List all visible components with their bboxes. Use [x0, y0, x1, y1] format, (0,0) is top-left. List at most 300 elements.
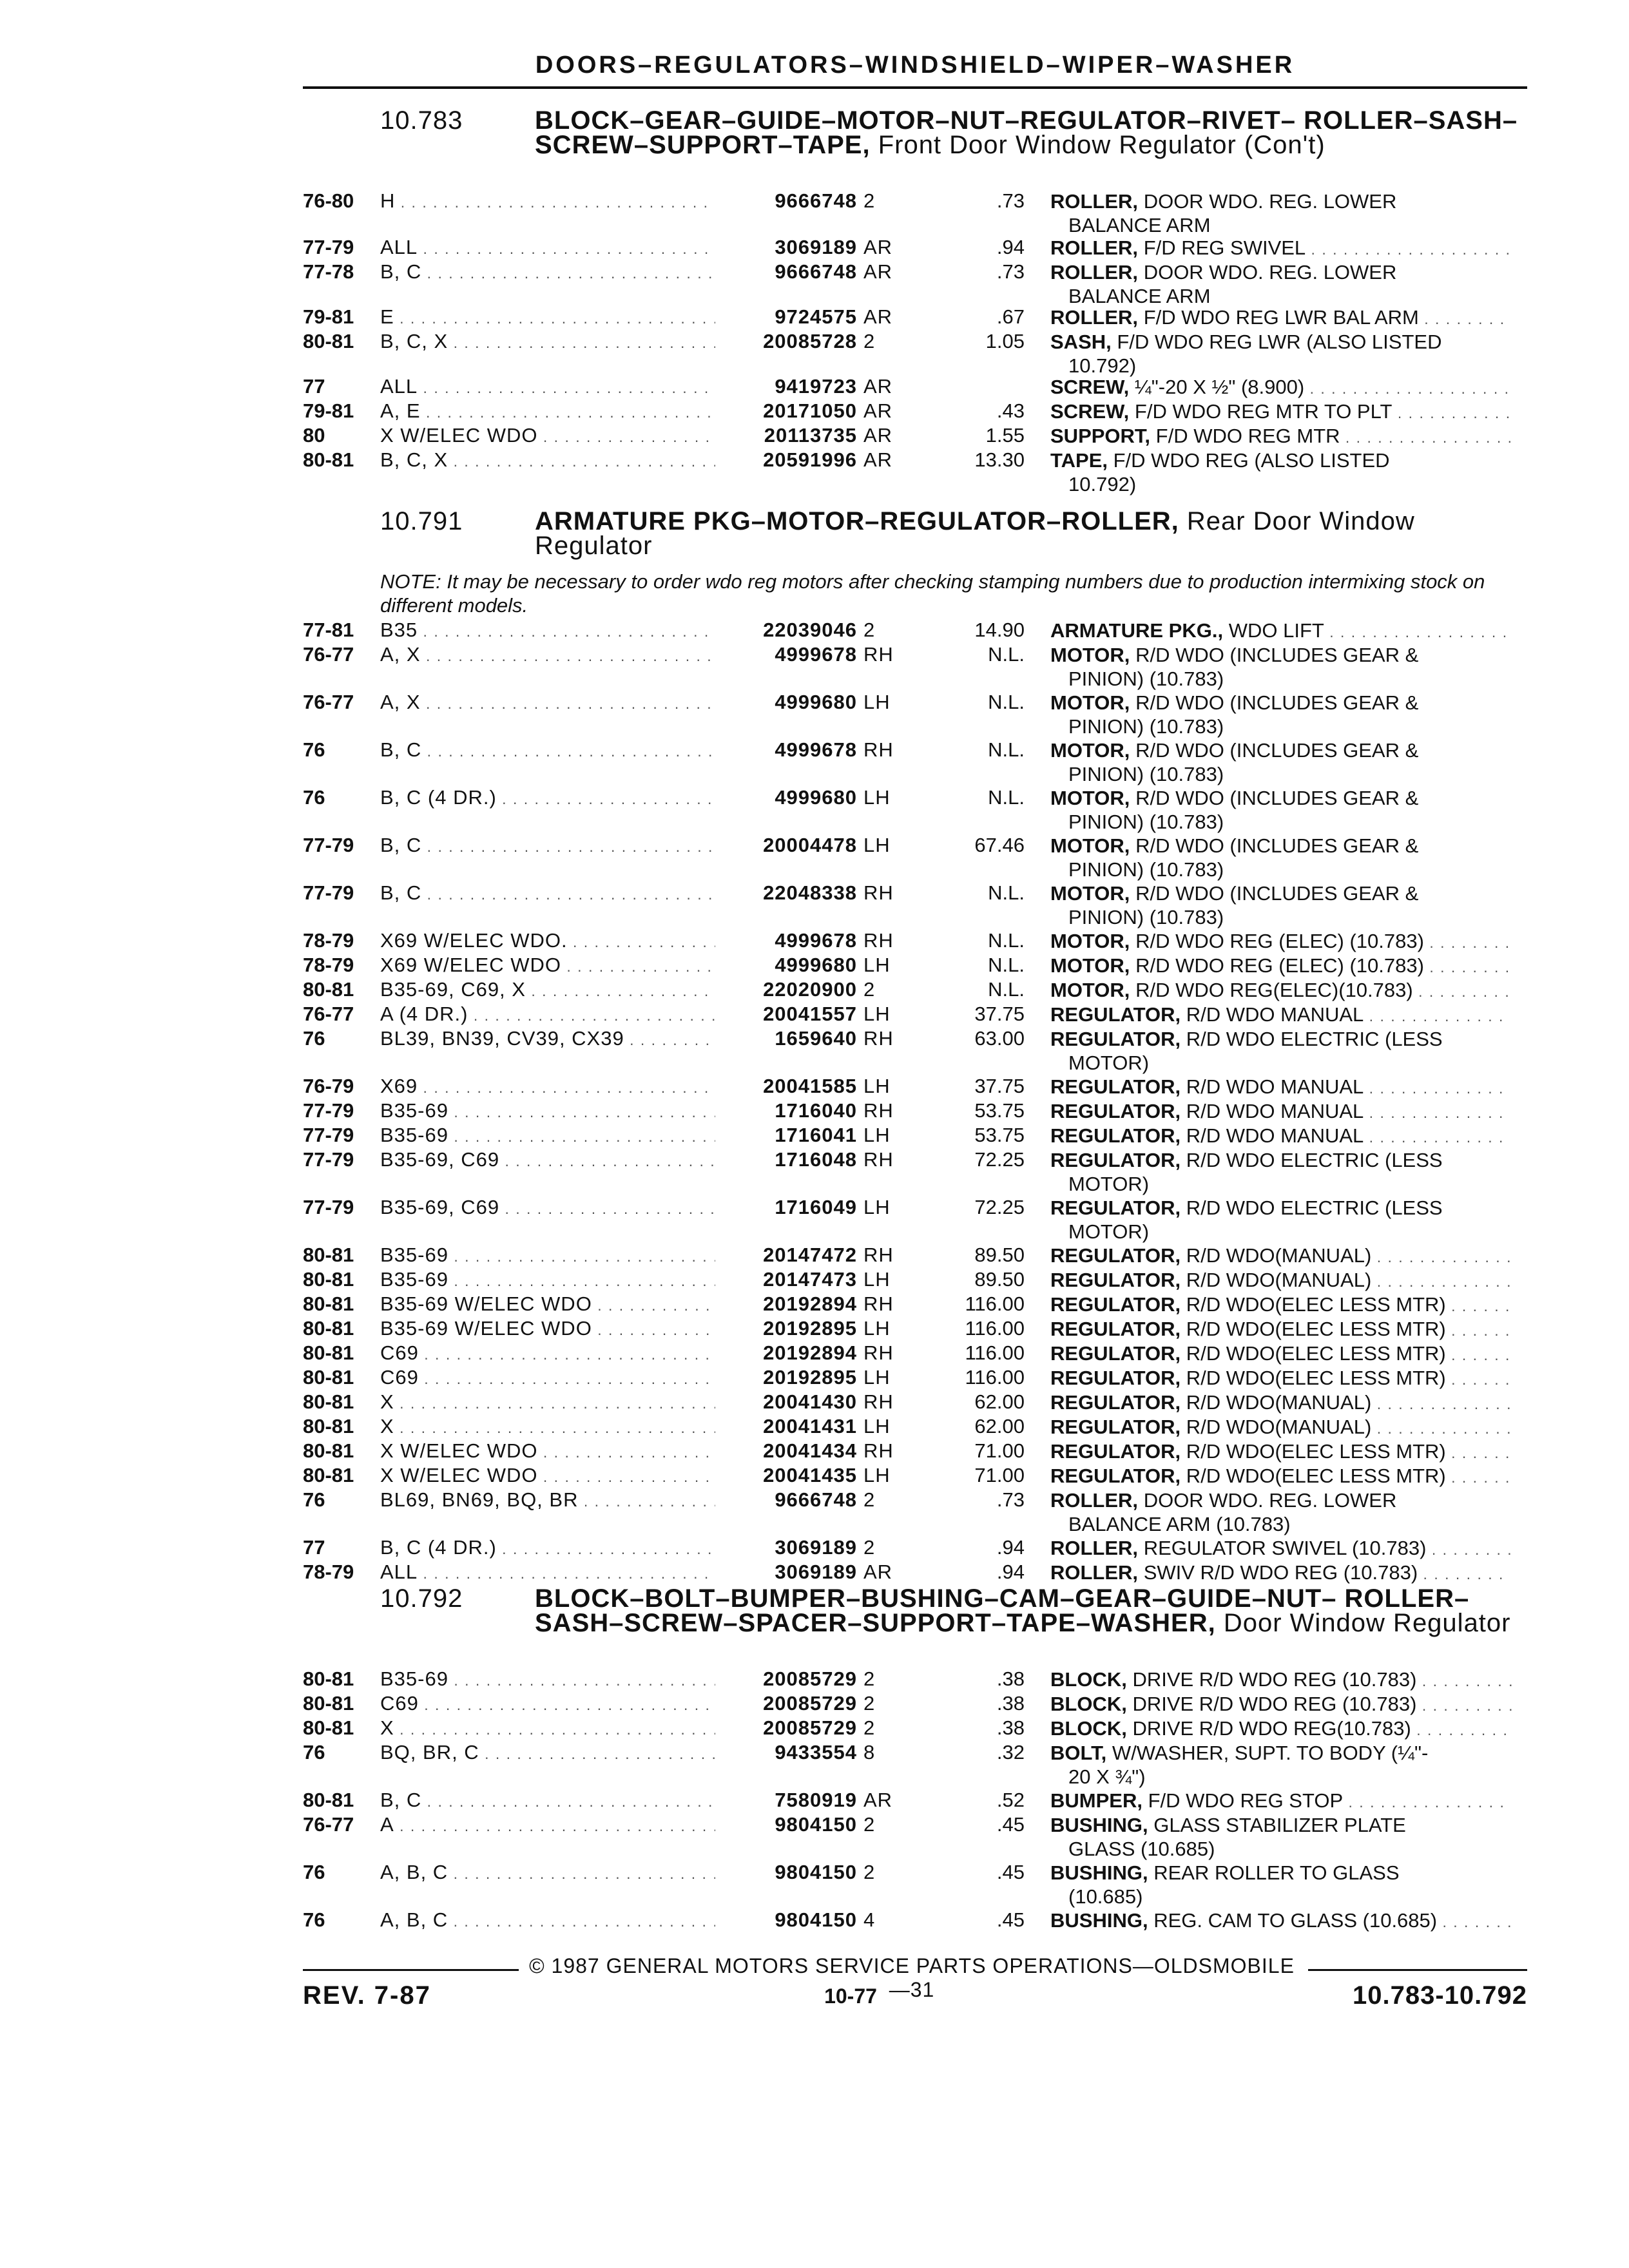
- quantity: RH: [863, 881, 894, 904]
- part-number: 4999678: [775, 929, 857, 952]
- description-continuation: PINION) (10.783): [1068, 715, 1224, 738]
- description-text: R/D WDO REG (ELEC) (10.783): [1135, 954, 1424, 977]
- part-row: [0, 881, 1629, 928]
- description-continuation: 20 X ¾"): [1068, 1765, 1146, 1788]
- part-number: 9804150: [775, 1908, 857, 1931]
- model-years: 80-81: [303, 1341, 354, 1364]
- price: .38: [996, 1667, 1025, 1690]
- quantity: RH: [863, 1293, 894, 1315]
- models: A, X . . .: [380, 643, 715, 666]
- description: [1050, 375, 1514, 399]
- description-name: REGULATOR,: [1050, 1318, 1181, 1340]
- models: B35-69 . . .: [380, 1099, 715, 1122]
- description-name: REGULATOR,: [1050, 1003, 1181, 1026]
- part-number: 20192895: [763, 1317, 857, 1340]
- part-number: 4999680: [775, 786, 857, 809]
- model-years: 79-81: [303, 399, 354, 422]
- description-text: DOOR WDO. REG. LOWER: [1143, 190, 1397, 213]
- models: B, C . . .: [380, 738, 715, 762]
- part-number: 20192894: [763, 1341, 857, 1364]
- description: [1050, 786, 1514, 834]
- price: 116.00: [965, 1366, 1025, 1389]
- quantity: AR: [863, 1789, 893, 1811]
- description-text: R/D WDO(MANUAL): [1186, 1244, 1372, 1267]
- section-header: [380, 108, 1540, 182]
- models: B35-69, C69 . . .: [380, 1196, 715, 1219]
- description-text: WDO LIFT: [1228, 619, 1324, 642]
- models: X . . .: [380, 1716, 715, 1740]
- part-row: [0, 1148, 1629, 1195]
- model-years: 80-81: [303, 1293, 354, 1315]
- description-text: R/D WDO(ELEC LESS MTR): [1186, 1367, 1446, 1389]
- model-years: 80-81: [303, 1464, 354, 1486]
- model-years: 76: [303, 786, 325, 809]
- description-text: R/D WDO (INCLUDES GEAR &: [1135, 644, 1419, 666]
- model-years: 80-81: [303, 1390, 354, 1413]
- description: [1050, 1789, 1514, 1812]
- description-continuation: BALANCE ARM (10.783): [1068, 1513, 1291, 1535]
- model-years: 77: [303, 375, 325, 398]
- model-years: 77-79: [303, 1196, 354, 1218]
- description-name: MOTOR,: [1050, 739, 1130, 762]
- model-years: 80-81: [303, 1716, 354, 1739]
- part-number: 7580919: [775, 1789, 857, 1811]
- model-years: 76-77: [303, 1003, 354, 1025]
- price: N.L.: [988, 954, 1025, 976]
- description-text: R/D WDO MANUAL: [1186, 1003, 1364, 1026]
- description-text: R/D WDO(ELEC LESS MTR): [1186, 1440, 1446, 1463]
- description: [1050, 260, 1514, 308]
- description-text: F/D WDO REG MTR: [1155, 425, 1340, 447]
- description-continuation: PINION) (10.783): [1068, 811, 1224, 833]
- description-text: R/D WDO MANUAL: [1186, 1100, 1364, 1122]
- description-name: MOTOR,: [1050, 787, 1130, 809]
- description-text: R/D WDO MANUAL: [1186, 1124, 1364, 1147]
- description-name: REGULATOR,: [1050, 1440, 1181, 1463]
- part-number: 1716040: [775, 1099, 857, 1122]
- models: X W/ELEC WDO . . .: [380, 1464, 715, 1487]
- part-row: [0, 260, 1629, 307]
- description-name: ROLLER,: [1050, 1561, 1139, 1584]
- quantity: 8: [863, 1741, 876, 1763]
- price: 14.90: [974, 619, 1025, 641]
- model-years: 77-78: [303, 260, 354, 283]
- description-name: ROLLER,: [1050, 1489, 1139, 1512]
- price: 72.25: [974, 1148, 1025, 1171]
- models: B, C . . .: [380, 881, 715, 905]
- description: [1050, 1667, 1514, 1691]
- price: .94: [996, 236, 1025, 258]
- description-name: SCREW,: [1050, 376, 1130, 398]
- models: B, C (4 DR.) . . .: [380, 786, 715, 809]
- description-text: R/D WDO (INCLUDES GEAR &: [1135, 739, 1419, 762]
- price: .38: [996, 1716, 1025, 1739]
- description-text: REG. CAM TO GLASS (10.685): [1153, 1909, 1438, 1932]
- models: ALL . . .: [380, 236, 715, 259]
- quantity: 2: [863, 1692, 876, 1715]
- title-rule: [303, 86, 1527, 89]
- description-text: F/D WDO REG MTR TO PLT: [1134, 400, 1393, 423]
- quantity: AR: [863, 260, 893, 283]
- model-years: 80-81: [303, 1789, 354, 1811]
- model-years: 77-79: [303, 236, 354, 258]
- models: BQ, BR, C . . .: [380, 1741, 715, 1764]
- price: .45: [996, 1813, 1025, 1836]
- description-text: R/D WDO REG(ELEC)(10.783): [1135, 979, 1413, 1001]
- models: B35-69 . . .: [380, 1268, 715, 1291]
- footer-copyright: © 1987 GENERAL MOTORS SERVICE PARTS OPERATIONS—OLDSMOBILE—31: [529, 1954, 1295, 2001]
- models: B35-69 . . .: [380, 1244, 715, 1267]
- description-continuation: PINION) (10.783): [1068, 763, 1224, 785]
- description-name: TAPE,: [1050, 449, 1108, 472]
- description: [1050, 1341, 1514, 1365]
- model-years: 80-81: [303, 1244, 354, 1266]
- part-number: 3069189: [775, 1561, 857, 1583]
- part-number: 22039046: [763, 619, 857, 641]
- price: .94: [996, 1536, 1025, 1559]
- models: B, C, X . . .: [380, 448, 715, 472]
- footer-rule-left: [303, 1969, 519, 1971]
- quantity: RH: [863, 643, 894, 666]
- models: BL69, BN69, BQ, BR . . .: [380, 1488, 715, 1512]
- section-title-main: ARMATURE PKG–MOTOR–REGULATOR–ROLLER,: [535, 507, 1179, 535]
- description-name: MOTOR,: [1050, 954, 1130, 977]
- description: [1050, 1196, 1514, 1244]
- model-years: 77: [303, 1536, 325, 1559]
- description: [1050, 1027, 1514, 1075]
- footer-revision: REV. 7-87: [303, 1981, 431, 2010]
- part-row: [0, 1908, 1629, 1955]
- description-name: SUPPORT,: [1050, 425, 1151, 447]
- description: [1050, 1439, 1514, 1463]
- models: C69 . . .: [380, 1366, 715, 1389]
- quantity: AR: [863, 448, 893, 471]
- description: [1050, 1692, 1514, 1716]
- models: A, B, C . . .: [380, 1861, 715, 1884]
- models: X69 . . .: [380, 1075, 715, 1098]
- description: [1050, 1861, 1514, 1908]
- description-name: BOLT,: [1050, 1742, 1107, 1764]
- description: [1050, 1415, 1514, 1439]
- quantity: RH: [863, 1341, 894, 1364]
- description-text: R/D WDO(MANUAL): [1186, 1391, 1372, 1414]
- part-number: 1659640: [775, 1027, 857, 1050]
- part-number: 1716048: [775, 1148, 857, 1171]
- description-name: REGULATOR,: [1050, 1124, 1181, 1147]
- quantity: 2: [863, 1716, 876, 1739]
- part-number: 4999678: [775, 738, 857, 761]
- model-years: 76: [303, 1741, 325, 1763]
- model-years: 80-81: [303, 1268, 354, 1291]
- quantity: AR: [863, 399, 893, 422]
- description: [1050, 1464, 1514, 1488]
- price: 37.75: [974, 1075, 1025, 1097]
- description: [1050, 330, 1514, 378]
- description-name: MOTOR,: [1050, 979, 1130, 1001]
- description: [1050, 236, 1514, 260]
- part-number: 20085729: [763, 1667, 857, 1690]
- description-text: W/WASHER, SUPT. TO BODY (¼"-: [1112, 1742, 1429, 1764]
- description: [1050, 448, 1514, 496]
- models: A (4 DR.) . . .: [380, 1003, 715, 1026]
- price: 62.00: [974, 1415, 1025, 1437]
- part-row: [0, 1027, 1629, 1073]
- model-years: 77-79: [303, 1099, 354, 1122]
- part-row: [0, 691, 1629, 737]
- part-number: 20113735: [764, 424, 857, 447]
- model-years: 76: [303, 1861, 325, 1883]
- models: B35-69 W/ELEC WDO . . .: [380, 1293, 715, 1316]
- price: 116.00: [965, 1293, 1025, 1315]
- part-number: 20085729: [763, 1716, 857, 1739]
- description-text: GLASS STABILIZER PLATE: [1153, 1814, 1406, 1836]
- part-number: 20041430: [763, 1390, 857, 1413]
- description: [1050, 1741, 1514, 1789]
- part-row: [0, 738, 1629, 785]
- price: .73: [996, 189, 1025, 212]
- description-text: R/D WDO(MANUAL): [1186, 1416, 1372, 1438]
- description-text: DOOR WDO. REG. LOWER: [1143, 261, 1397, 284]
- description: [1050, 1716, 1514, 1740]
- quantity: LH: [863, 1003, 891, 1025]
- section-title-main: BLOCK–BOLT–BUMPER–BUSHING–CAM–GEAR–GUIDE–NUT– ROLLER–SASH–SCREW–SPACER–SUPPORT–TAPE–WASHER,: [535, 1584, 1470, 1637]
- quantity: 2: [863, 1813, 876, 1836]
- description-name: REGULATOR,: [1050, 1416, 1181, 1438]
- models: B35 . . .: [380, 619, 715, 642]
- description: [1050, 1244, 1514, 1267]
- part-row: [0, 1813, 1629, 1860]
- part-number: 22020900: [763, 978, 857, 1001]
- quantity: AR: [863, 424, 893, 447]
- models: X69 W/ELEC WDO. . . .: [380, 929, 715, 952]
- part-number: 20041435: [763, 1464, 857, 1486]
- description: [1050, 691, 1514, 738]
- description-text: DOOR WDO. REG. LOWER: [1143, 1489, 1397, 1512]
- part-number: 22048338: [763, 881, 857, 904]
- description-name: MOTOR,: [1050, 834, 1130, 857]
- description-name: REGULATOR,: [1050, 1342, 1181, 1365]
- section-subtitle: Rear Door Window Regulator: [535, 507, 1415, 560]
- price: 1.05: [985, 330, 1025, 352]
- models: B, C . . .: [380, 834, 715, 857]
- price: N.L.: [988, 978, 1025, 1001]
- description: [1050, 1488, 1514, 1536]
- description-continuation: (10.685): [1068, 1885, 1143, 1908]
- description: [1050, 643, 1514, 691]
- model-years: 76-77: [303, 691, 354, 713]
- price: 67.46: [974, 834, 1025, 856]
- model-years: 77-79: [303, 881, 354, 904]
- description: [1050, 881, 1514, 929]
- model-years: 77-79: [303, 1148, 354, 1171]
- model-years: 80-81: [303, 1366, 354, 1389]
- model-years: 80-81: [303, 1439, 354, 1462]
- quantity: RH: [863, 1027, 894, 1050]
- price: 53.75: [974, 1124, 1025, 1146]
- part-number: 1716041: [775, 1124, 857, 1146]
- price: N.L.: [988, 738, 1025, 761]
- models: B35-69 W/ELEC WDO . . .: [380, 1317, 715, 1340]
- quantity: 2: [863, 619, 876, 641]
- description-text: R/D WDO (INCLUDES GEAR &: [1135, 834, 1419, 857]
- price: N.L.: [988, 691, 1025, 713]
- description-continuation: PINION) (10.783): [1068, 858, 1224, 881]
- description-name: REGULATOR,: [1050, 1465, 1181, 1487]
- price: .38: [996, 1692, 1025, 1715]
- part-number: 20147472: [763, 1244, 857, 1266]
- footer-section-range: 10.783-10.792: [1352, 1981, 1527, 2010]
- models: X . . .: [380, 1415, 715, 1438]
- price: .67: [996, 305, 1025, 328]
- models: C69 . . .: [380, 1692, 715, 1715]
- part-number: 20192894: [763, 1293, 857, 1315]
- models: B35-69 . . .: [380, 1667, 715, 1691]
- quantity: 2: [863, 1536, 876, 1559]
- quantity: RH: [863, 929, 894, 952]
- part-number: 9666748: [775, 260, 857, 283]
- part-number: 20085729: [763, 1692, 857, 1715]
- description-name: ROLLER,: [1050, 190, 1139, 213]
- section-number: 10.791: [380, 507, 463, 535]
- quantity: 2: [863, 330, 876, 352]
- model-years: 76: [303, 1908, 325, 1931]
- part-number: 20004478: [763, 834, 857, 856]
- description-text: R/D WDO(ELEC LESS MTR): [1186, 1293, 1446, 1316]
- description-name: MOTOR,: [1050, 644, 1130, 666]
- price: .45: [996, 1861, 1025, 1883]
- model-years: 78-79: [303, 954, 354, 976]
- section-subtitle: Door Window Regulator: [1223, 1609, 1511, 1637]
- quantity: RH: [863, 1099, 894, 1122]
- models: ALL . . .: [380, 375, 715, 398]
- model-years: 79-81: [303, 305, 354, 328]
- price: .73: [996, 1488, 1025, 1511]
- quantity: AR: [863, 236, 893, 258]
- footer-page-number: 10-77: [824, 1984, 877, 2008]
- part-row: [0, 448, 1629, 495]
- models: X69 W/ELEC WDO . . .: [380, 954, 715, 977]
- price: 116.00: [965, 1341, 1025, 1364]
- description-name: MOTOR,: [1050, 930, 1130, 952]
- quantity: LH: [863, 1464, 891, 1486]
- price: 116.00: [965, 1317, 1025, 1340]
- description-text: R/D WDO(MANUAL): [1186, 1269, 1372, 1291]
- description: [1050, 619, 1514, 642]
- models: X W/ELEC WDO . . .: [380, 424, 715, 447]
- price: 53.75: [974, 1099, 1025, 1122]
- part-row: [0, 330, 1629, 376]
- section-note: NOTE: It may be necessary to order wdo reg motors after checking stamping numbers due to production intermixing stock on different models.: [380, 570, 1485, 617]
- description-name: REGULATOR,: [1050, 1391, 1181, 1414]
- description: [1050, 1003, 1514, 1026]
- description-name: ROLLER,: [1050, 236, 1139, 259]
- description: [1050, 929, 1514, 953]
- part-number: 9666748: [775, 189, 857, 212]
- description-text: R/D WDO MANUAL: [1186, 1075, 1364, 1098]
- part-number: 4999680: [775, 691, 857, 713]
- description-name: BUSHING,: [1050, 1909, 1148, 1932]
- quantity: LH: [863, 1415, 891, 1437]
- models: B, C . . .: [380, 1789, 715, 1812]
- quantity: RH: [863, 738, 894, 761]
- models: B35-69, C69 . . .: [380, 1148, 715, 1171]
- model-years: 80: [303, 424, 325, 447]
- section-title: [535, 1586, 1540, 1635]
- description-text: R/D WDO ELECTRIC (LESS: [1186, 1149, 1443, 1171]
- quantity: RH: [863, 1439, 894, 1462]
- description-name: REGULATOR,: [1050, 1244, 1181, 1267]
- price: 13.30: [974, 448, 1025, 471]
- part-number: 20041557: [763, 1003, 857, 1025]
- quantity: AR: [863, 305, 893, 328]
- section-header: [380, 509, 1540, 558]
- description-name: REGULATOR,: [1050, 1269, 1181, 1291]
- models: E . . .: [380, 305, 715, 329]
- price: 71.00: [974, 1464, 1025, 1486]
- model-years: 80-81: [303, 1317, 354, 1340]
- price: 89.50: [974, 1268, 1025, 1291]
- description-continuation: 10.792): [1068, 354, 1137, 377]
- description: [1050, 1390, 1514, 1414]
- description-name: REGULATOR,: [1050, 1196, 1181, 1219]
- description-text: R/D WDO REG (ELEC) (10.783): [1135, 930, 1424, 952]
- model-years: 76-77: [303, 1813, 354, 1836]
- description: [1050, 1099, 1514, 1123]
- part-number: 3069189: [775, 236, 857, 258]
- part-row: [0, 786, 1629, 832]
- part-number: 4999680: [775, 954, 857, 976]
- section-subtitle: Front Door Window Regulator: [878, 131, 1237, 159]
- description-text: R/D WDO (INCLUDES GEAR &: [1135, 691, 1419, 714]
- description: [1050, 1317, 1514, 1341]
- description-text: REGULATOR SWIVEL (10.783): [1143, 1537, 1427, 1559]
- description-text: R/D WDO ELECTRIC (LESS: [1186, 1196, 1443, 1219]
- description-name: REGULATOR,: [1050, 1100, 1181, 1122]
- models: A . . .: [380, 1813, 715, 1836]
- models: B, C, X . . .: [380, 330, 715, 353]
- description-continuation: MOTOR): [1068, 1220, 1150, 1243]
- part-number: 3069189: [775, 1536, 857, 1559]
- part-number: 20041434: [763, 1439, 857, 1462]
- quantity: LH: [863, 1075, 891, 1097]
- description-name: REGULATOR,: [1050, 1367, 1181, 1389]
- quantity: LH: [863, 1196, 891, 1218]
- description-text: F/D WDO REG LWR (ALSO LISTED: [1117, 331, 1442, 353]
- quantity: 2: [863, 1667, 876, 1690]
- quantity: RH: [863, 1244, 894, 1266]
- description-name: SCREW,: [1050, 400, 1130, 423]
- quantity: LH: [863, 834, 891, 856]
- description-name: MOTOR,: [1050, 882, 1130, 905]
- section-title-main: BLOCK–GEAR–GUIDE–MOTOR–NUT–REGULATOR–RIVET– ROLLER–SASH–SCREW–SUPPORT–TAPE,: [535, 106, 1518, 159]
- part-number: 20192895: [763, 1366, 857, 1389]
- part-number: 20041431: [763, 1415, 857, 1437]
- section-title: [535, 108, 1540, 157]
- part-number: 20591996: [763, 448, 857, 471]
- description: [1050, 1124, 1514, 1148]
- price: 89.50: [974, 1244, 1025, 1266]
- part-number: 20085728: [763, 330, 857, 352]
- part-row: [0, 189, 1629, 236]
- part-number: 9666748: [775, 1488, 857, 1511]
- description-name: BLOCK,: [1050, 1668, 1127, 1691]
- part-number: 1716049: [775, 1196, 857, 1218]
- part-row: [0, 1861, 1629, 1907]
- description: [1050, 1908, 1514, 1932]
- description: [1050, 1293, 1514, 1316]
- description-name: BUSHING,: [1050, 1861, 1148, 1884]
- price: 62.00: [974, 1390, 1025, 1413]
